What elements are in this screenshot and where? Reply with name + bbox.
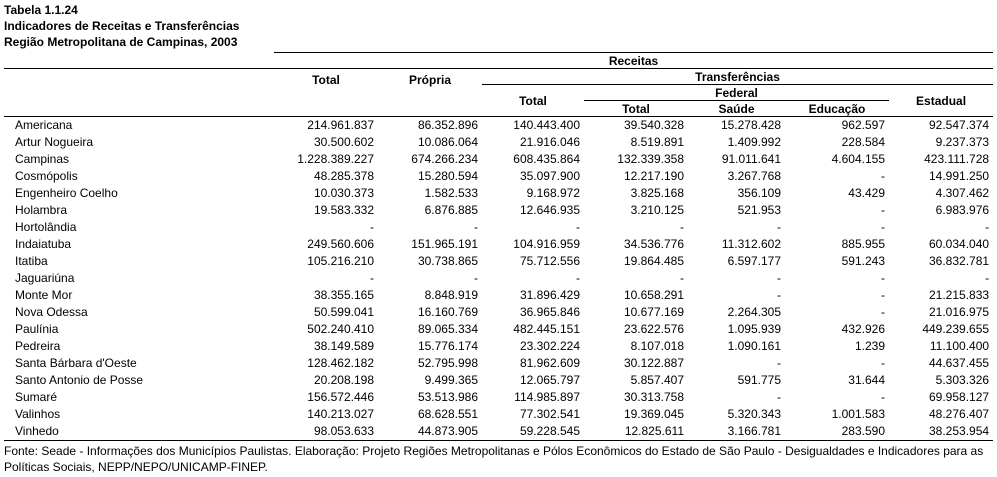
cell-propria: 151.965.191 [411,237,478,251]
cell-saude: - [777,271,781,285]
header-receitas: Receitas [274,53,993,69]
cell-saude: 3.267.768 [727,169,781,183]
table-row [4,372,993,389]
cell-educacao: 228.584 [841,135,885,149]
cell-propria: 9.499.365 [424,373,478,387]
cell-saude: 1.409.992 [727,135,781,149]
cell-saude: 91.011.641 [721,152,781,166]
table-row [4,253,993,270]
cell-saude: 3.166.781 [727,424,781,438]
cell-transf-total: 114.985.897 [514,390,580,404]
municipality-name: Jaguariúna [15,271,75,285]
cell-estadual: 36.832.781 [929,254,990,268]
cell-total: 10.030.373 [313,186,374,200]
cell-total: 98.053.633 [313,424,374,438]
municipality-name: Artur Nogueira [15,135,94,149]
cell-propria: 30.738.865 [417,254,478,268]
cell-educacao: 4.604.155 [831,152,885,166]
cell-educacao: 43.429 [848,186,885,200]
cell-educacao: - [881,220,885,234]
table-row [4,355,993,372]
cell-saude: 1.090.161 [727,339,781,353]
cell-fed-total: 19.864.485 [623,254,684,268]
municipality-name: Valinhos [15,407,61,421]
cell-saude: - [777,220,781,234]
cell-estadual: 423.111.728 [924,152,990,166]
cell-saude: 356.109 [737,186,781,200]
table-row [4,406,993,423]
cell-estadual: - [985,271,990,285]
table-row [4,185,993,202]
cell-propria: 15.280.594 [417,169,478,183]
cell-saude: 2.264.305 [727,305,781,319]
cell-total: 140.213.027 [307,407,374,421]
cell-saude: 1.095.939 [727,322,781,336]
cell-fed-total: - [680,271,684,285]
cell-saude: - [777,390,781,404]
cell-estadual: 449.239.655 [922,322,990,336]
table-row [4,270,993,287]
table-number: Tabela 1.1.24 [4,3,78,17]
municipality-name: Santa Bárbara d'Oeste [15,356,137,370]
cell-educacao: 885.955 [841,237,885,251]
cell-transf-total: - [576,220,580,234]
municipality-name: Sumaré [15,390,58,404]
cell-transf-total: 482.445.151 [513,322,580,336]
header-transf-total: Total [482,85,584,117]
table-row [4,219,993,236]
table-row [4,202,993,219]
cell-saude: - [777,356,781,370]
cell-total: 502.240.410 [307,322,374,336]
municipality-name: Engenheiro Coelho [15,186,118,200]
table-body [4,117,993,441]
cell-estadual: 14.991.250 [929,169,990,183]
cell-fed-total: 30.122.887 [623,356,684,370]
cell-saude: 6.597.177 [727,254,781,268]
cell-educacao: 591.243 [841,254,885,268]
table-header [4,53,993,117]
cell-total: 20.208.198 [313,373,374,387]
cell-fed-total: 12.217.190 [623,169,684,183]
cell-saude: 11.312.602 [721,237,781,251]
cell-fed-total: 34.536.776 [623,237,684,251]
cell-transf-total: 140.443.400 [513,118,580,132]
cell-propria: 8.848.919 [424,288,478,302]
municipality-name: Cosmópolis [15,169,78,183]
cell-fed-total: 30.313.758 [623,390,684,404]
municipality-name: Monte Mor [15,288,73,302]
cell-saude: 15.278.428 [720,118,781,132]
cell-fed-total: 3.825.168 [630,186,684,200]
municipality-name: Santo Antonio de Posse [15,373,144,387]
cell-transf-total: 81.962.609 [519,356,580,370]
cell-estadual: 48.276.407 [929,407,990,421]
cell-total: - [370,220,374,234]
cell-educacao: 283.590 [841,424,885,438]
cell-transf-total: 31.896.429 [519,288,580,302]
cell-transf-total: 12.065.797 [519,373,580,387]
cell-estadual: 60.034.040 [929,237,990,251]
municipality-name: Itatiba [15,254,48,268]
header-saude: Saúde [688,101,785,117]
header-fed-total: Total [584,101,688,117]
header-federal: Federal [584,85,889,101]
cell-total: - [370,271,374,285]
cell-estadual: 9.237.373 [935,135,990,149]
cell-transf-total: 77.302.541 [519,407,580,421]
cell-total: 214.961.837 [307,118,374,132]
cell-educacao: - [881,288,885,302]
cell-fed-total: 8.107.018 [630,339,684,353]
table-row [4,117,993,135]
cell-educacao: 1.239 [854,339,885,353]
table-row [4,151,993,168]
cell-total: 30.500.602 [313,135,374,149]
cell-propria: 44.873.905 [417,424,478,438]
header-total: Total [274,69,378,117]
cell-educacao: 1.001.583 [831,407,885,421]
cell-total: 19.583.332 [313,203,374,217]
cell-propria: 16.160.769 [417,305,478,319]
cell-propria: 674.266.234 [411,152,478,166]
cell-total: 128.462.182 [307,356,374,370]
table-row [4,287,993,304]
cell-propria: 86.352.896 [417,118,478,132]
table-row [4,134,993,151]
table-title: Indicadores de Receitas e Transferências [4,19,240,33]
header-estadual: Estadual [889,85,993,117]
cell-estadual: 21.215.833 [929,288,990,302]
data-table [4,52,993,441]
cell-fed-total: 19.369.045 [623,407,684,421]
cell-educacao: - [881,203,885,217]
table-row [4,168,993,185]
cell-saude: 521.953 [737,203,781,217]
cell-educacao: - [881,356,885,370]
cell-educacao: - [881,271,885,285]
cell-estadual: 69.958.127 [929,390,990,404]
cell-fed-total: 5.857.407 [630,373,684,387]
cell-estadual: 38.253.954 [929,424,990,438]
cell-estadual: 5.303.326 [935,373,990,387]
cell-estadual: 4.307.462 [935,186,990,200]
municipality-name: Americana [15,118,73,132]
cell-educacao: - [881,169,885,183]
cell-transf-total: 608.435.864 [513,152,580,166]
table-row [4,321,993,338]
table-row [4,389,993,406]
cell-transf-total: 104.916.959 [513,237,580,251]
header-educacao: Educação [785,101,889,117]
cell-total: 38.149.589 [313,339,374,353]
cell-estadual: 11.100.400 [929,339,990,353]
cell-propria: 89.065.334 [417,322,478,336]
cell-transf-total: 36.965.846 [519,305,580,319]
cell-estadual: 6.983.976 [935,203,990,217]
cell-saude: - [777,288,781,302]
cell-educacao: - [881,305,885,319]
cell-transf-total: 59.228.545 [519,424,580,438]
cell-propria: 10.086.064 [417,135,478,149]
table-subtitle: Região Metropolitana de Campinas, 2003 [4,35,238,49]
cell-total: 38.355.165 [313,288,374,302]
cell-propria: - [474,220,478,234]
cell-transf-total: 9.168.972 [526,186,580,200]
cell-transf-total: 21.916.046 [519,135,580,149]
cell-educacao: 31.644 [848,373,885,387]
cell-propria: 6.876.885 [424,203,478,217]
cell-total: 105.216.210 [307,254,374,268]
cell-fed-total: 23.622.576 [623,322,684,336]
municipality-name: Holambra [15,203,68,217]
cell-total: 249.560.606 [307,237,374,251]
cell-estadual: 44.637.455 [929,356,990,370]
table-row [4,304,993,321]
municipality-name: Campinas [15,152,70,166]
table-row [4,338,993,355]
cell-fed-total: 10.677.169 [623,305,684,319]
cell-estadual: 92.547.374 [929,118,990,132]
municipality-name: Paulínia [15,322,59,336]
header-transferencias: Transferências [482,69,993,85]
cell-educacao: - [881,390,885,404]
table-title-block [4,2,239,50]
municipality-name: Hortolândia [15,220,77,234]
table-row [4,236,993,253]
cell-total: 1.228.389.227 [297,152,374,166]
cell-estadual: - [985,220,990,234]
cell-transf-total: 35.097.900 [519,169,580,183]
cell-transf-total: 23.302.224 [519,339,580,353]
cell-educacao: 432.926 [841,322,885,336]
municipality-name: Nova Odessa [15,305,88,319]
cell-propria: 1.582.533 [424,186,478,200]
municipality-name: Pedreira [15,339,61,353]
cell-fed-total: 3.210.125 [630,203,684,217]
cell-transf-total: 75.712.556 [519,254,580,268]
cell-transf-total: 12.646.935 [519,203,580,217]
cell-propria: 52.795.998 [417,356,478,370]
cell-total: 156.572.446 [307,390,374,404]
cell-fed-total: 8.519.891 [630,135,684,149]
cell-fed-total: 12.825.611 [624,424,684,438]
cell-propria: 15.776.174 [417,339,478,353]
cell-fed-total: 132.339.358 [617,152,684,166]
header-propria: Própria [378,69,482,117]
cell-total: 48.285.378 [313,169,374,183]
cell-fed-total: - [680,220,684,234]
municipality-name: Indaiatuba [15,237,72,251]
cell-educacao: 962.597 [841,118,885,132]
cell-saude: 591.775 [737,373,781,387]
source-note: Fonte: Seade - Informações dos Municípios Paulistas. Elaboração: Projeto Regiões Metropolitanas e Pólos Econômicos do Estado de São Paulo - Desigualdades e Indicadores para as Políticas Sociais, NEPP/NEPO/UNICAMP-FINEP. [4,444,984,474]
cell-estadual: 21.016.975 [929,305,990,319]
cell-saude: 5.320.343 [727,407,781,421]
cell-propria: 68.628.551 [417,407,478,421]
cell-fed-total: 39.540.328 [623,118,684,132]
cell-propria: 53.513.986 [417,390,478,404]
table-row [4,423,993,441]
cell-fed-total: 10.658.291 [623,288,684,302]
cell-total: 50.599.041 [313,305,374,319]
municipality-name: Vinhedo [15,424,59,438]
cell-propria: - [474,271,478,285]
cell-transf-total: - [576,271,580,285]
